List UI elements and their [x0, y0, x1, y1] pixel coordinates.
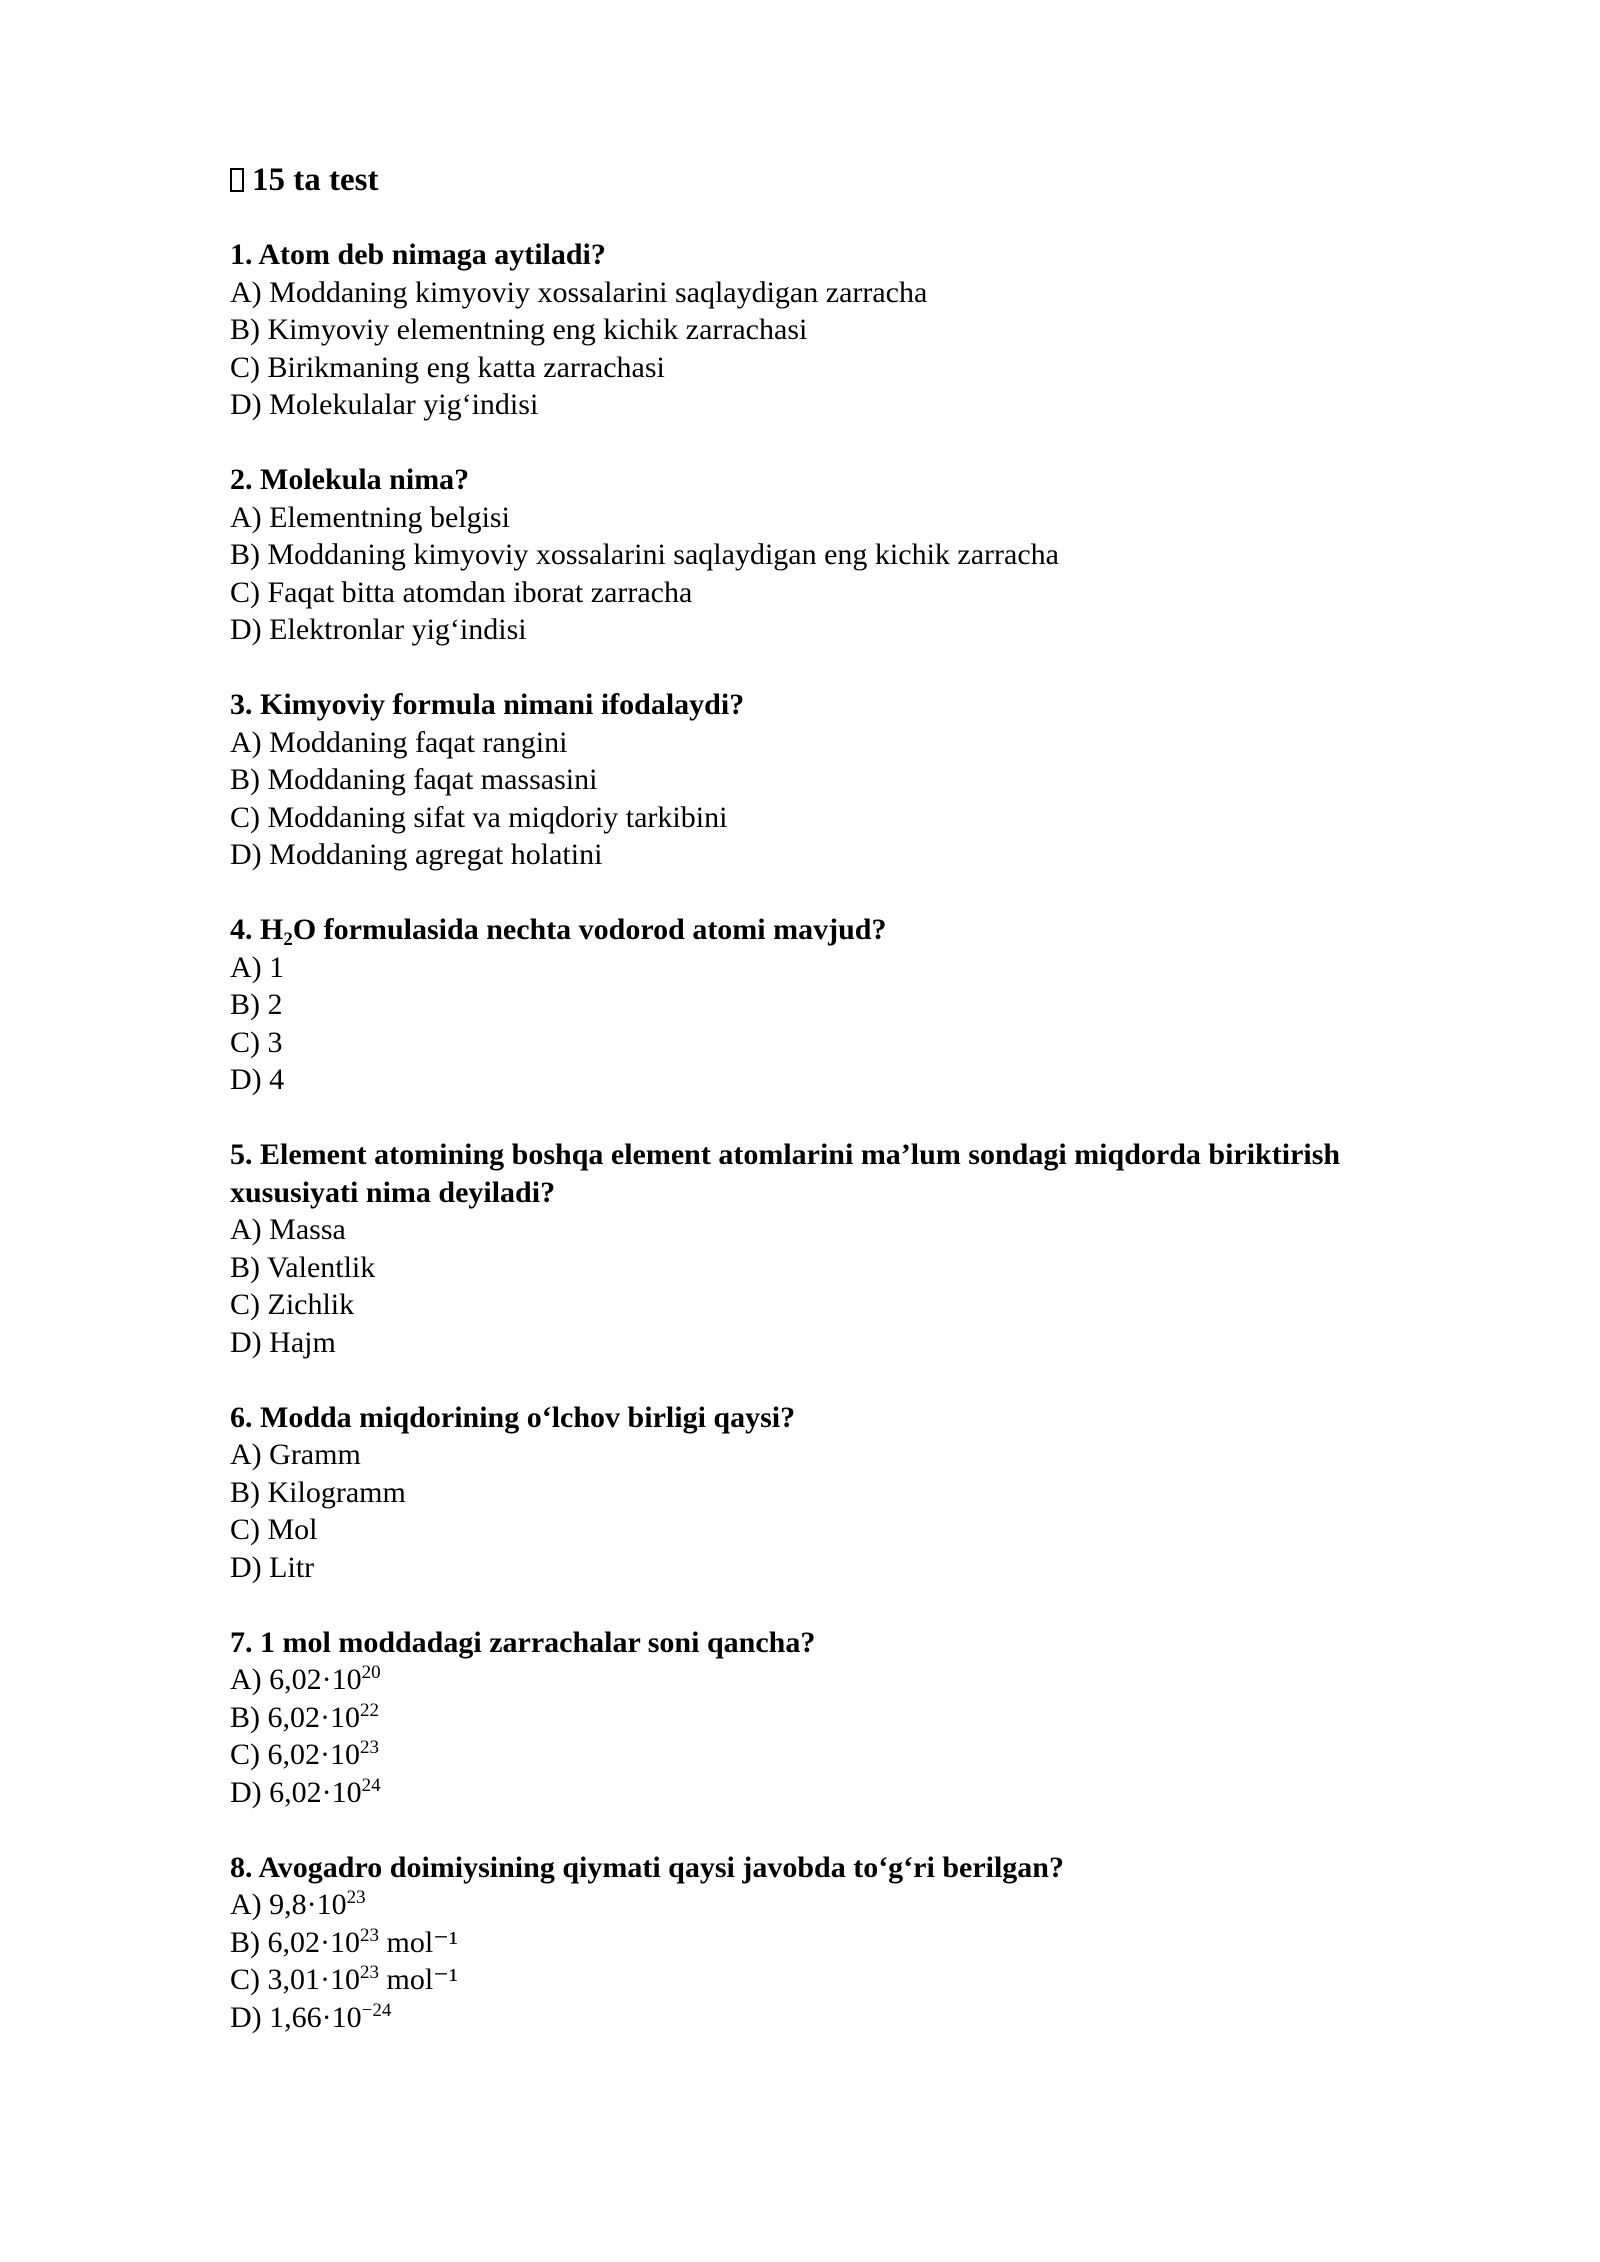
superscript: 23: [346, 1887, 366, 1908]
option-d: D) $1,66\cdot 10^{-24}$: [230, 1999, 392, 2034]
question-7: [230, 1624, 1470, 1812]
option-d: D) Elektronlar yig‘indisi: [230, 613, 527, 646]
question-3: [230, 686, 1470, 874]
option-c: C) $6,02\cdot 10^{23}$: [230, 1737, 379, 1771]
test-title-text: 15 ta test: [252, 162, 379, 198]
question-text: 6. Modda miqdorining o‘lchov birligi qaysi?: [230, 1400, 796, 1434]
option-c: C) Faqat bitta atomdan iborat zarracha: [230, 575, 693, 609]
option-d: D) Molekulalar yig‘indisi: [230, 388, 539, 421]
option-a: A) Moddaning kimyoviy xossalarini saqlaydigan zarracha: [230, 275, 928, 309]
placeholder-box-icon: [230, 168, 244, 192]
question-text: 3. Kimyoviy formula nimani ifodalaydi?: [230, 688, 745, 721]
option-d: D) Litr: [230, 1550, 315, 1584]
option-a: A) 1: [230, 950, 285, 984]
option-b: B) $6,02\cdot 10^{23}$ mol⁻¹: [230, 1924, 458, 1959]
superscript: 22: [360, 1699, 379, 1721]
question-text: 1. Atom deb nimaga aytiladi?: [230, 238, 606, 271]
option-d: D) Hajm: [230, 1325, 336, 1359]
superscript: −24: [361, 1999, 392, 2021]
question-4: [230, 911, 1470, 1099]
question-6: [230, 1399, 1470, 1587]
option-d: D) 4: [230, 1063, 285, 1096]
document-page: [230, 158, 1470, 2074]
question-5: [230, 1136, 1470, 1361]
option-a: A) $9,8\cdot 10^{23}$: [230, 1887, 366, 1921]
option-c: C) $3,01\cdot 10^{23}$ mol⁻¹: [230, 1962, 458, 1996]
option-b: B) Kilogramm: [230, 1475, 406, 1509]
question-text: 7. 1 mol moddadagi zarrachalar soni qancha?: [230, 1625, 816, 1659]
option-c: C) Birikmaning eng katta zarrachasi: [230, 350, 665, 384]
question-text: 4. $H_2O$ formulasida nechta vodorod atomi mavjud?: [230, 913, 887, 950]
superscript: 23: [360, 1924, 379, 1946]
option-b: B) $6,02\cdot 10^{22}$: [230, 1699, 379, 1734]
question-text: 8. Avogadro doimiysining qiymati qaysi javobda to‘g‘ri berilgan?: [230, 1850, 1064, 1884]
option-d: D) $6,02\cdot 10^{24}$: [230, 1774, 381, 1809]
superscript: 23: [360, 1962, 379, 1983]
option-a: A) Moddaning faqat rangini: [230, 725, 568, 759]
test-title: [230, 158, 1470, 202]
option-b: B) 2: [230, 988, 283, 1021]
option-d: D) Moddaning agregat holatini: [230, 838, 603, 871]
option-b: B) Moddaning faqat massasini: [230, 763, 598, 796]
option-a: A) $6,02\cdot 10^{20}$: [230, 1662, 381, 1696]
superscript: 20: [361, 1662, 381, 1683]
superscript: 24: [361, 1774, 381, 1796]
question-1: [230, 236, 1470, 424]
option-b: B) Valentlik: [230, 1250, 376, 1284]
option-a: A) Elementning belgisi: [230, 500, 510, 534]
option-c: C) Zichlik: [230, 1288, 355, 1321]
option-b: B) Moddaning kimyoviy xossalarini saqlaydigan eng kichik zarracha: [230, 538, 1059, 571]
option-c: C) Moddaning sifat va miqdoriy tarkibini: [230, 800, 728, 834]
question-text: 5. Element atomining boshqa element atomlarini ma’lum sondagi miqdorda biriktirish xususiyati nima deyiladi?: [230, 1138, 1341, 1209]
option-b: B) Kimyoviy elementning eng kichik zarrachasi: [230, 313, 808, 346]
option-c: C) Mol: [230, 1513, 318, 1546]
question-text: 2. Molekula nima?: [230, 463, 470, 496]
option-a: A) Massa: [230, 1213, 346, 1246]
question-2: [230, 461, 1470, 649]
superscript: 23: [360, 1737, 379, 1758]
option-a: A) Gramm: [230, 1438, 361, 1471]
option-c: C) 3: [230, 1025, 283, 1059]
subscript: 2: [283, 929, 293, 950]
question-8: [230, 1849, 1470, 2037]
